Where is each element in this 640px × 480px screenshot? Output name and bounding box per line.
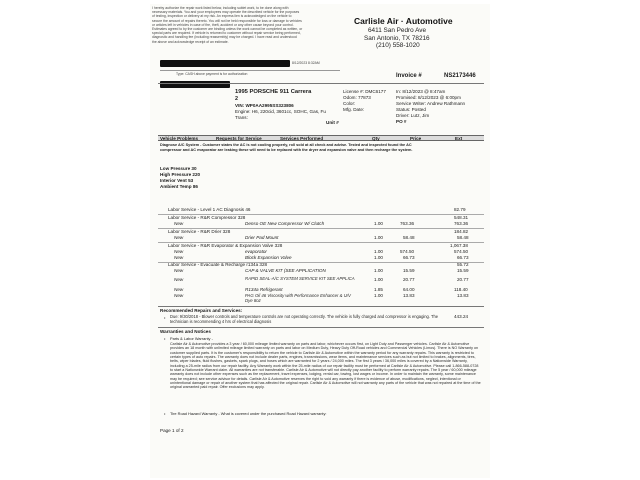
part-price: 574.50 (400, 249, 415, 254)
part-qty: 1.85 (374, 287, 383, 292)
part-ext: 763.36 (454, 221, 469, 226)
vehicle-engine: Engine: H6, 220cid, 3601cc, SOHC, Gas, Fu (235, 108, 326, 114)
part-ext: 20.77 (457, 277, 469, 282)
invoice-page (150, 4, 490, 478)
disclaimer-line: of testing, inspection or delivery at my risk. An express lien is acknowledged on the vehicle to (152, 14, 292, 19)
vehicle-color: Color: (343, 101, 356, 106)
disclaimer-line: special parts are required. If vehicle is returned to customer without repair service being performed, (152, 31, 301, 36)
part-desc: RAPID SEAL-A/C SYSTEM SERVICE KIT SEE APPLICA (245, 276, 355, 281)
road-hazard-title: Tire Road Hazard Warranty - What is covered under the purchased Road Hazard warranty: (170, 411, 327, 416)
invoice-driver: Driver: Lutz, Jim (396, 113, 430, 118)
part-ext: 574.50 (454, 249, 469, 254)
vehicle-vin: VIN: WP0AA2995SS323806 (235, 102, 294, 108)
header-divider (158, 83, 484, 84)
col-price: Price (410, 135, 422, 141)
problem-line: Diagnose A/C System - Customer states the AC is not cooling properly, roll sold at all check and advise. Tested and inspected found the AC (160, 143, 412, 147)
invoice-po: PO # (396, 119, 407, 124)
part-status: New (174, 255, 184, 260)
recommended-title: Recommended Repairs and Services: (160, 308, 243, 313)
shop-address-2: San Antonio, TX 78216 (364, 34, 430, 42)
col-ext: Ext (455, 135, 463, 141)
labor-title: Labor Service - R&R Evaporator & Expansion Valve 328 (168, 243, 283, 248)
part-desc: Drier Pad Mount (245, 235, 279, 240)
part-price: 66.73 (403, 255, 415, 260)
recommended-item: Due: 9/30/2018 - Blower controls and temperature controls are not operating correctly. The vehicle is fully charged and compressor is engaging. The technician is recommending 4 hrs of electrical diagnosis (170, 314, 439, 324)
labor-ext: 548.31 (454, 215, 469, 220)
invoice-status: Status: Posted (396, 107, 426, 112)
part-price: 15.59 (403, 268, 415, 273)
part-qty: 1.00 (374, 277, 383, 282)
part-qty: 1.00 (374, 293, 383, 298)
vehicle-title-line2: 2 (235, 96, 238, 102)
part-price: 64.00 (403, 287, 415, 292)
invoice-number: NS2173446 (444, 73, 476, 79)
invoice-in: In: 8/12/2023 @ 8:47am (396, 89, 446, 94)
reading-high-pressure: High Pressure 220 (160, 172, 201, 177)
part-ext: 58.48 (457, 235, 469, 240)
part-desc: Block Expansion Valve (245, 255, 292, 260)
labor-ext: 184.82 (454, 229, 469, 234)
invoice-service-writer: Service Writer: Andrew Rathmann (396, 101, 466, 106)
part-price: 20.77 (403, 277, 415, 282)
vehicle-unit: Unit # (326, 120, 339, 125)
disclaimer-line: the above and acknowledge receipt of an estimate. (152, 39, 229, 44)
warranties-title: Warranties and Notices (160, 329, 211, 334)
page-number: Page 1 of 2 (160, 428, 184, 433)
disclaimer-line: I hereby authorize the repair work listed below, including sublet work, to be done along with (152, 6, 289, 10)
vehicle-mfg-date: Mfg. Date: (343, 107, 365, 112)
part-ext: 118.40 (454, 287, 468, 292)
redacted-signature (160, 60, 290, 67)
part-price: 58.48 (403, 235, 415, 240)
part-qty: 1.00 (374, 268, 383, 273)
vehicle-title: 1995 PORSCHE 911 Carrera (235, 89, 312, 95)
vehicle-trans: Trans: (235, 114, 248, 120)
part-desc: CAP & VALVE KIT (SEE APPLICATION (245, 268, 326, 273)
vehicle-license: License #: DMC6177 (343, 89, 386, 94)
warranty-text: Carlisle Air & Automotive provides a 3 year / 60,000 mileage limited warranty on parts and labor, whichever occurs first, on Light Duty and Passenger vehicles. Carlisle Air & Automotive provides an 18 month with unlimited mileage limited warranty on parts and labor on Medium Duty, Heavy Duty Off-Road vehicles and Commercial Vehicles (Limos). There is NO Warranty on customer supplied parts. It is the customer's responsibility to return the vehicle to Carlisle Air & Automotive within the warranty period for any warranty repairs. This warranty is restricted to certain types of auto repairs. The warranty does not include dealer parts, engines, transmissions, wear items, and maintenance services such as but not limited to brakes, alignments, tires, belts, wiper blades, fluid flushes, gaskets, spark plugs, and hoses which are warranted for 2 years / 24,000 miles. The first 3 years / 36,000 miles is covered by a Nationwide Warranty, including a 25-mile radius from our repair facility. Any Warranty work within the 25-mile radius of our repair facility must be performed at Carlisle Air & Automotive. Please call 1-866-588-0728 to start a Nationwide Warrant claim. All warranties are not transferable. Carlisle Air & Automotive will not directly pay another facility to perform warranty repairs. The 5 year / 60,000 mileage warranty does not include other expenses such as tire replacement, travel expenses, lodging, rental car, towing, lost wages or income. In order to maintain the warranty, some maintenance may be required; see service advisor for details. Carlisle Air & Automotive reserves the right to void any warranty if there is evidence of abuse, modifications, neglect, intentional or unintentional damage or repair of another system that has affected the original repair. Carlisle Air & Automotive will not warranty any parts of the vehicle that was not repaired at the time of the original warranted paid repair. Offer exclusions may apply. (170, 342, 481, 390)
part-desc: evaporator (245, 249, 267, 254)
part-status: New (174, 249, 184, 254)
part-status: New (174, 277, 184, 282)
disclaimer-line: necessary materials. You and your employees may operate the described vehicle for the purposes (152, 10, 300, 15)
col-vehicle-problems: Vehicle Problems (160, 135, 199, 141)
recommended-ext: 443.24 (454, 314, 469, 319)
part-qty: 1.00 (374, 221, 383, 226)
col-services: Services Performed (280, 135, 324, 141)
labor-title: Labor Service - Level 1 AC Diagnosis 46 (168, 207, 251, 212)
bullet-icon: • (164, 336, 166, 341)
part-desc: PAG Oil 46 Viscosity with Performance Enhancer & U/V Dye 8oz (245, 293, 351, 303)
part-desc: Denso OE New Compressor W/ Clutch (245, 221, 325, 226)
vehicle-odometer: Odom: 77873 (343, 95, 371, 100)
disclaimer-line: secure the amount of repairs thereto. You will not be held responsible for loss or damage to vehicles (152, 18, 302, 23)
signature-date: 8/12/2023 8:32AM (292, 61, 320, 65)
part-status: New (174, 221, 184, 226)
labor-title: Labor Service - Evacuate & Recharge r134a 328 (168, 262, 268, 267)
part-price: 13.83 (403, 293, 415, 298)
disclaimer-line: or articles left in vehicles in case of fire, theft, accident or any other cause beyond your control. (152, 22, 294, 27)
labor-ext: 55.72 (457, 262, 469, 267)
part-qty: 1.00 (374, 249, 383, 254)
reading-interior-vent: Interior Vent 53 (160, 178, 194, 183)
part-ext: 13.83 (457, 293, 469, 298)
shop-address-1: 6411 San Pedro Ave (368, 27, 427, 34)
payment-auth-note: Type: CASH above payment is for authorization (176, 72, 248, 76)
labor-title: Labor Service - R&R Compressor 328 (168, 215, 246, 220)
part-desc: R134a Refrigerant (245, 287, 283, 292)
part-status: New (174, 287, 184, 292)
section-divider (158, 327, 484, 328)
col-requests: Requests for Service (216, 135, 262, 141)
section-divider (158, 306, 484, 307)
bullet-icon: • (164, 411, 166, 416)
shop-phone: (210) 558-1020 (376, 42, 420, 49)
part-ext: 15.59 (457, 268, 469, 273)
labor-title: Labor Service - R&R Drier 328 (168, 229, 231, 234)
bullet-icon: • (164, 315, 166, 320)
shop-name: Carlisle Air · Automotive (354, 16, 453, 26)
part-qty: 1.00 (374, 235, 383, 240)
labor-ext: 82.79 (454, 207, 466, 212)
warranty-bullet-title: Parts & Labor Warranty - (170, 336, 213, 341)
invoice-label: Invoice # (396, 73, 422, 79)
part-status: New (174, 235, 184, 240)
invoice-promised: Promised: 8/12/2023 @ 6:00pm (396, 95, 461, 100)
disclaimer-line: diagnostic and handling fee (including reassembly) may be charged. I have read and understood (152, 35, 297, 40)
part-price: 763.36 (400, 221, 415, 226)
part-status: New (174, 293, 184, 298)
problem-line: compressor and AC evaporator are leaking these will need to be replaced with the dryer and expansion valve and then recharge the system. (160, 148, 413, 152)
reading-low-pressure: Low Pressure 30 (160, 166, 197, 171)
part-ext: 66.73 (457, 255, 469, 260)
disclaimer-line: Estimates agreed to by the customer are binding unless the work cannot be completed as written, or (152, 27, 303, 31)
reading-ambient-temp: Ambient Temp 86 (160, 184, 198, 189)
col-qty: Qty (372, 135, 380, 141)
part-status: New (174, 268, 184, 273)
labor-ext: 1,067.38 (450, 243, 468, 248)
part-qty: 1.00 (374, 255, 383, 260)
